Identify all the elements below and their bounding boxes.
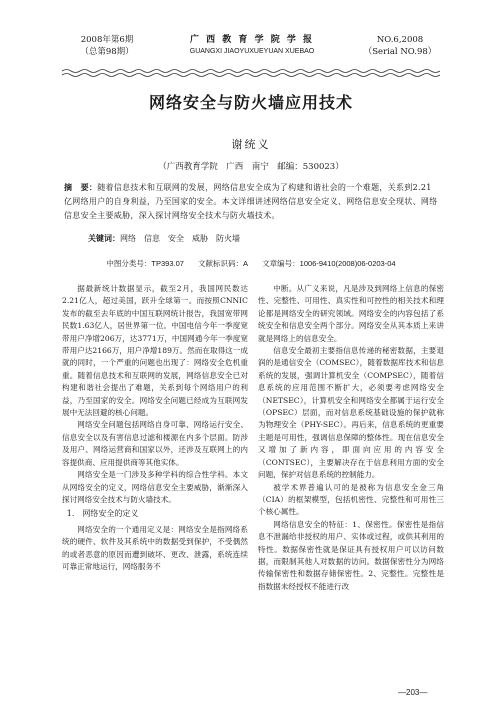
section-heading: 1. 网络安全的定义 xyxy=(66,509,139,519)
journal-name xyxy=(182,34,322,58)
header-wave-rule xyxy=(62,68,440,78)
author-affiliation: （广西教育学院 广西 南宁 邮编：530023） xyxy=(158,162,344,172)
keywords xyxy=(88,233,438,244)
clc-code: 中图分类号：TP393.07 xyxy=(106,259,184,268)
document-code: 文献标识码：A xyxy=(198,259,249,268)
issue-total-en: （Serial NO.98） xyxy=(363,47,437,57)
issue-en: NO.6,2008 xyxy=(376,35,424,45)
keywords-text: 网络 信息 安全 威胁 防火墙 xyxy=(120,234,240,243)
abstract-label: 摘 要： xyxy=(64,183,98,192)
issue-cn: 2008年第6期 xyxy=(80,35,134,45)
body-column-right xyxy=(258,283,444,593)
paragraph: 网络安全的一个通用定义是：网络安全是指网络系统的硬件、软件及其系统中的数据受到保护，不受偶然的或者恶意的原因而遭到破坏、更改、泄露，系统连续可靠正常地运行，网络服务不 xyxy=(62,524,248,571)
running-header xyxy=(62,34,440,66)
paragraph: 被学术界普遍认可的是被称为信息安全金三角（CIA）的框架模型，包括机密性、完整性和可用性三个核心属性。 xyxy=(258,482,444,517)
issue-info-en xyxy=(360,34,440,58)
paragraph: 网络安全问题包括网络自身可靠、网络运行安全、信息安全以及有害信息过滤和楼源在内多个层面。防涉及用户、网络运营商和国家以外，还涉及互联网上的内容提供商、应用提供商等其他实体。 xyxy=(62,420,248,467)
issue-total-cn: （总第98期） xyxy=(80,47,134,57)
article-title: 网络安全与防火墙应用技术 xyxy=(148,93,353,112)
paragraph: 据最新统计数据显示，截至2月，我国网民数达2.21亿人，超过美国，跃升全球第一。而按照CNNIC发布的截至去年底的中国互联网统计报告，我国宽带网民数1.63亿人，居世界第一位。中国电信今年一季度宽带用户净增206万，达3771万，中国网通今年一季度宽带用户达2166万，用户净增189万。然而在取得这一成就的同时，一个严重的问题也出现了：网络安全危机重重。随着信息技术和互联网的发展，网络信息安全已对构建和谐社会提出了难题，关系到每个网络用户的利益，乃至国家的安全。网络安全问题已经成为互联网发展中无法回避的核心问题。 xyxy=(62,284,248,418)
journal-name-cn: 广 西 教 育 学 院 学 报 xyxy=(190,35,314,45)
abstract xyxy=(64,181,438,223)
journal-name-pinyin: GUANGXI JIAOYUXUEYUAN XUEBAO xyxy=(189,48,315,55)
paragraph: 网络安全是一门涉及多种学科的综合性学科。本文从网络安全的定义，网络信息安全主要威胁，渐渐深入探讨网络安全技术与防火墙技术。 xyxy=(62,470,248,504)
keywords-label: 关键词： xyxy=(88,234,120,243)
body-column-left xyxy=(62,283,248,573)
abstract-text: 随着信息技术和互联网的发展，网络信息安全成为了构建和谐社会的一个难题，关系到2.21亿网络用户的自身利益，乃至国家的安全。本文详细讲述网络信息安全定义、网络信息安全现状、网络信息安全主要威胁，深入探讨网络安全技术与防火墙技术。 xyxy=(64,183,438,220)
paragraph: 网络信息安全的特征：1、保密性。保密性是指信息不泄漏给非授权的用户、实体或过程，或供其利用的特性。数据保密性就是保证具有授权用户可以访问数据，而限制其他人对数据的访问。数据保密性分为网络传输保密性和数据存储保密性。2、完整性。完整性是指数据未经授权不能进行改 xyxy=(258,519,444,591)
article-author: 谢统义 xyxy=(231,138,271,151)
page-number: —203— xyxy=(398,688,428,697)
paragraph: 信息安全最初主要指信息传递的秘密数据，主要退润的是通信安全（COMSEC），随着数据库技术和信息系统的发展，强调计算机安全（COMPSEC），随着信息系统的应用范围不断扩大，必须要考虑网络安全（NETSEC），计算机安全和网络安全都属于运行安全（OPSEC）层面，而对信息系统基础设施的保护就称为物理安全（PHY-SEC）。再后来，信息系统的更重要主题是可用性，强调信息保障的整体性。现在信息安全又增加了新内容，即面向应用的内容安全（CONTSEC），主要解决存在于信息利用方面的安全问题，保护对信息系统的控制能力。 xyxy=(258,346,444,480)
paragraph: 中断。从广义来说，凡是涉及到网络上信息的保密性、完整性、可用性、真实性和可控性的相关技术和理论都是网络安全的研究领域。网络安全的内容包括了系统安全和信息安全两个部分。网络安全从其本质上来讲就是网络上的信息安全。 xyxy=(258,284,444,343)
classification-line xyxy=(64,258,438,269)
article-number: 文章编号：1006-9410(2008)06-0203-04 xyxy=(262,259,396,268)
issue-info-cn xyxy=(62,34,152,58)
